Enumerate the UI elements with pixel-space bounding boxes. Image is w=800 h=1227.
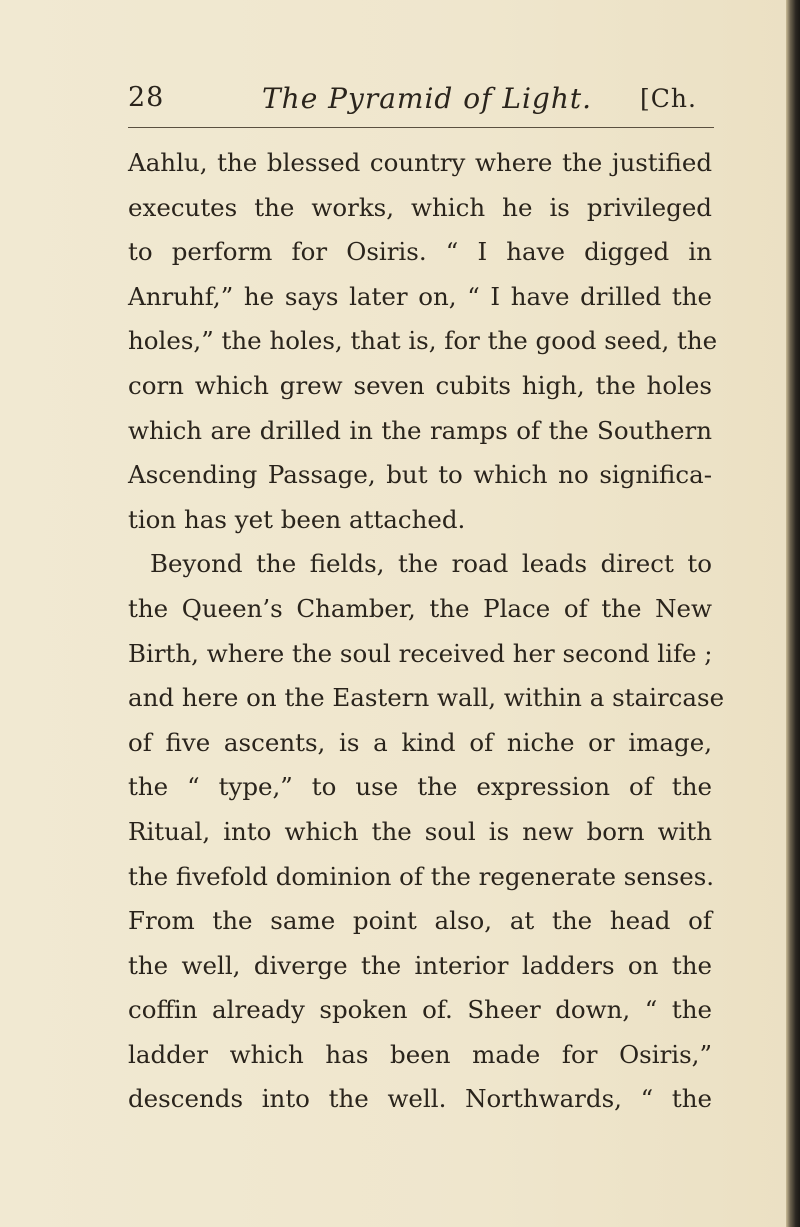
text-line: Aahlu, the blessed country where the justified	[128, 148, 712, 177]
text-line: executes the works, which he is privileged	[128, 192, 712, 222]
text-line: Birth, where the soul received her second life ;	[128, 638, 713, 668]
text-line: From the same point also, at the head of	[128, 906, 712, 936]
body-text	[128, 141, 725, 1122]
header-rule	[128, 127, 714, 128]
paragraph-start-line: Beyond the fields, the road leads direct to	[150, 549, 712, 579]
text-line: Ascending Passage, but to which no significa-	[128, 460, 712, 490]
text-line: and here on the Eastern wall, within a staircase	[128, 683, 725, 713]
text-line: Ritual, into which the soul is new born with	[128, 816, 712, 846]
text-line: the fivefold dominion of the regenerate senses.	[128, 861, 715, 891]
text-line: the well, diverge the interior ladders on the	[128, 950, 712, 980]
text-line: coffin already spoken of. Sheer down, “ the	[128, 995, 712, 1025]
text-line: which are drilled in the ramps of the Southern	[128, 415, 712, 445]
running-title: The Pyramid of Light.	[262, 82, 593, 115]
text-line: of five ascents, is a kind of niche or image,	[128, 727, 712, 757]
page-edge	[786, 0, 800, 1227]
text-line: Anruhf,” he says later on, “ I have drilled the	[128, 281, 712, 311]
text-line: to perform for Osiris. “ I have digged in	[128, 237, 712, 267]
text-line: holes,” the holes, that is, for the good seed, the	[128, 326, 718, 356]
page-number: 28	[128, 82, 165, 113]
running-header	[128, 82, 712, 122]
text-line: the “ type,” to use the expression of the	[128, 772, 712, 802]
text-line: descends into the well. Northwards, “ the	[128, 1084, 712, 1114]
text-line: corn which grew seven cubits high, the holes	[128, 370, 712, 400]
paragraph-end-line: tion has yet been attached.	[128, 504, 466, 534]
text-line: ladder which has been made for Osiris,”	[128, 1039, 712, 1069]
chapter-mark: [Ch.	[640, 84, 697, 113]
text-line: the Queen’s Chamber, the Place of the New	[128, 593, 712, 623]
